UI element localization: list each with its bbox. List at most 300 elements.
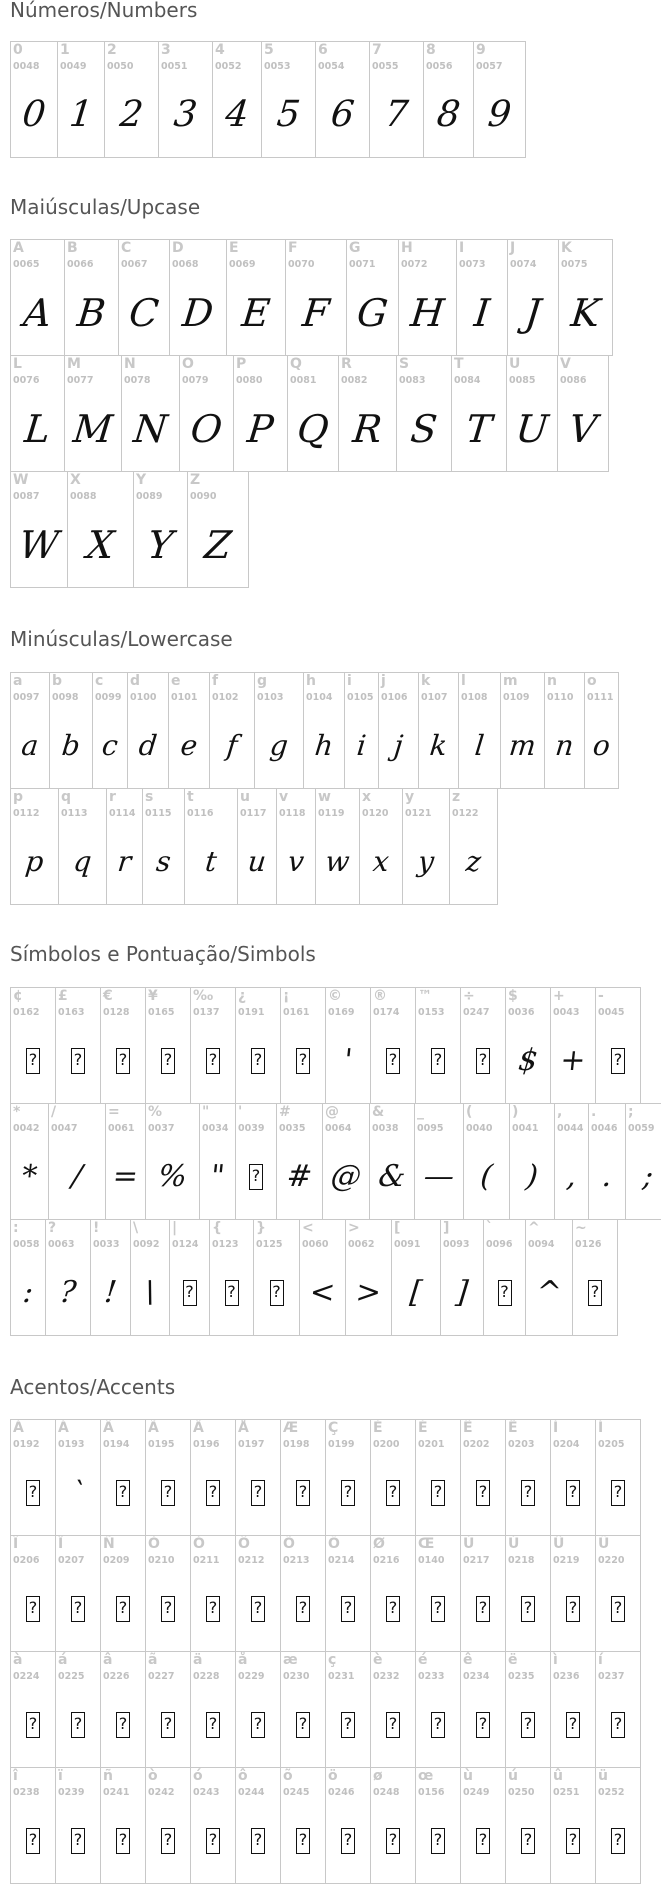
missing-glyph-box: ? bbox=[225, 1280, 239, 1306]
character-code: 0232 bbox=[373, 1671, 400, 1682]
glyph-sample: H bbox=[408, 290, 447, 335]
glyph-sample bbox=[56, 1802, 100, 1879]
character-label: d bbox=[130, 673, 141, 689]
character-cell bbox=[10, 1103, 49, 1220]
glyph-sample bbox=[416, 1454, 460, 1531]
character-cell bbox=[572, 1219, 618, 1336]
character-label: { bbox=[212, 1220, 222, 1236]
character-cell bbox=[280, 1535, 326, 1652]
glyph-sample bbox=[191, 1802, 235, 1879]
character-cell bbox=[55, 1651, 101, 1768]
glyph-sample: 9 bbox=[485, 94, 514, 135]
character-cell bbox=[483, 1219, 526, 1336]
character-label: X bbox=[70, 472, 81, 488]
missing-glyph-box: ? bbox=[206, 1048, 220, 1074]
character-cell bbox=[370, 1419, 416, 1536]
glyph-sample bbox=[56, 1022, 100, 1099]
character-label: * bbox=[13, 1104, 21, 1120]
character-grid bbox=[10, 239, 612, 587]
glyph-sample bbox=[11, 1802, 55, 1879]
character-code: 0198 bbox=[283, 1439, 310, 1450]
glyph-sample bbox=[146, 1686, 190, 1763]
glyph-sample: Z bbox=[202, 522, 234, 567]
glyph-sample: n bbox=[553, 729, 576, 762]
missing-glyph-box: ? bbox=[476, 1828, 490, 1854]
character-label: 9 bbox=[476, 42, 486, 58]
character-label: 6 bbox=[318, 42, 328, 58]
character-label: ] bbox=[443, 1220, 450, 1236]
character-cell bbox=[423, 41, 474, 158]
character-row bbox=[10, 41, 525, 157]
character-label: 7 bbox=[372, 42, 382, 58]
missing-glyph-box: ? bbox=[521, 1828, 535, 1854]
character-label: % bbox=[148, 1104, 163, 1120]
missing-glyph-box: ? bbox=[476, 1596, 490, 1622]
character-label: å bbox=[238, 1652, 248, 1668]
character-code: 0207 bbox=[58, 1555, 85, 1566]
character-label: Ø bbox=[373, 1536, 385, 1552]
character-label: n bbox=[547, 673, 557, 689]
glyph-sample bbox=[191, 1686, 235, 1763]
missing-glyph-box: ? bbox=[161, 1712, 175, 1738]
character-code: 0194 bbox=[103, 1439, 130, 1450]
character-code: 0226 bbox=[103, 1671, 130, 1682]
glyph-sample: . bbox=[600, 1159, 614, 1194]
character-row bbox=[10, 1651, 640, 1767]
glyph-sample bbox=[371, 1454, 415, 1531]
character-label: Ü bbox=[598, 1536, 610, 1552]
character-cell bbox=[280, 987, 326, 1104]
character-cell bbox=[280, 1651, 326, 1768]
glyph-sample: i bbox=[355, 729, 368, 762]
character-code: 0111 bbox=[587, 692, 614, 703]
character-label: - bbox=[598, 988, 604, 1004]
glyph-sample: ) bbox=[524, 1159, 540, 1194]
missing-glyph-box: ? bbox=[386, 1048, 400, 1074]
character-label: ( bbox=[466, 1104, 473, 1120]
character-cell bbox=[10, 471, 68, 588]
missing-glyph-box: ? bbox=[161, 1596, 175, 1622]
character-code: 0242 bbox=[148, 1787, 175, 1798]
glyph-sample bbox=[484, 1254, 525, 1331]
glyph-sample: + bbox=[558, 1043, 588, 1078]
character-code: 0099 bbox=[95, 692, 122, 703]
character-label: Ë bbox=[508, 1420, 518, 1436]
character-cell bbox=[449, 788, 498, 905]
missing-glyph-box: ? bbox=[26, 1712, 40, 1738]
character-code: 0233 bbox=[418, 1671, 445, 1682]
character-row bbox=[10, 672, 618, 788]
character-code: 0199 bbox=[328, 1439, 355, 1450]
glyph-sample bbox=[281, 1022, 325, 1099]
character-cell bbox=[100, 987, 146, 1104]
glyph-sample bbox=[146, 1802, 190, 1879]
character-cell bbox=[235, 1535, 281, 1652]
character-label: > bbox=[348, 1220, 360, 1236]
character-code: 0074 bbox=[510, 259, 537, 270]
character-code: 0096 bbox=[486, 1239, 513, 1250]
missing-glyph-box: ? bbox=[251, 1480, 265, 1506]
character-cell bbox=[190, 987, 236, 1104]
character-label: _ bbox=[417, 1104, 424, 1120]
character-label: 2 bbox=[107, 42, 117, 58]
character-label: ú bbox=[508, 1768, 518, 1784]
missing-glyph-box: ? bbox=[71, 1828, 85, 1854]
glyph-sample bbox=[236, 1802, 280, 1879]
character-code: 0162 bbox=[13, 1007, 40, 1018]
missing-glyph-box: ? bbox=[611, 1048, 625, 1074]
character-cell bbox=[398, 239, 457, 356]
glyph-sample: 7 bbox=[382, 94, 411, 135]
character-code: 0053 bbox=[264, 61, 291, 72]
glyph-sample: ` bbox=[69, 1476, 87, 1509]
glyph-sample: a bbox=[19, 729, 41, 762]
character-cell bbox=[49, 672, 93, 789]
character-row bbox=[10, 1103, 661, 1219]
character-code: 0056 bbox=[426, 61, 453, 72]
character-cell bbox=[235, 1103, 277, 1220]
character-cell bbox=[261, 41, 316, 158]
character-code: 0038 bbox=[372, 1123, 399, 1134]
missing-glyph-box: ? bbox=[251, 1712, 265, 1738]
character-label: é bbox=[418, 1652, 428, 1668]
character-cell bbox=[473, 41, 526, 158]
character-cell bbox=[595, 1651, 641, 1768]
character-code: 0084 bbox=[454, 375, 481, 386]
character-cell bbox=[57, 41, 105, 158]
character-cell bbox=[550, 1535, 596, 1652]
character-code: 0174 bbox=[373, 1007, 400, 1018]
glyph-sample bbox=[416, 1802, 460, 1879]
character-cell bbox=[584, 672, 619, 789]
character-label: k bbox=[421, 673, 431, 689]
character-code: 0205 bbox=[598, 1439, 625, 1450]
glyph-sample bbox=[326, 1686, 370, 1763]
character-code: 0048 bbox=[13, 61, 40, 72]
character-label: € bbox=[103, 988, 113, 1004]
character-label: P bbox=[236, 356, 247, 372]
glyph-sample: ? bbox=[58, 1275, 78, 1310]
character-cell bbox=[55, 1419, 101, 1536]
character-cell bbox=[359, 788, 403, 905]
character-code: 0054 bbox=[318, 61, 345, 72]
missing-glyph-box: ? bbox=[296, 1596, 310, 1622]
character-label: À bbox=[13, 1420, 24, 1436]
glyph-sample bbox=[101, 1454, 145, 1531]
character-label: ? bbox=[48, 1220, 57, 1236]
character-label: û bbox=[553, 1768, 563, 1784]
missing-glyph-box: ? bbox=[386, 1596, 400, 1622]
glyph-sample: s bbox=[154, 845, 173, 878]
character-label: Ó bbox=[193, 1536, 205, 1552]
glyph-sample bbox=[506, 1454, 550, 1531]
glyph-sample bbox=[551, 1686, 595, 1763]
character-cell bbox=[48, 1103, 106, 1220]
character-code: 0203 bbox=[508, 1439, 535, 1450]
character-cell bbox=[460, 1651, 506, 1768]
glyph-sample bbox=[146, 1022, 190, 1099]
character-label: £ bbox=[58, 988, 68, 1004]
missing-glyph-box: ? bbox=[611, 1480, 625, 1506]
character-cell bbox=[558, 239, 613, 356]
glyph-sample: R bbox=[350, 406, 385, 451]
character-code: 0206 bbox=[13, 1555, 40, 1566]
character-code: 0062 bbox=[348, 1239, 375, 1250]
glyph-sample bbox=[551, 1570, 595, 1647]
character-cell bbox=[588, 1103, 626, 1220]
character-cell bbox=[10, 672, 50, 789]
character-code: 0107 bbox=[421, 692, 448, 703]
character-code: 0071 bbox=[349, 259, 376, 270]
character-cell bbox=[415, 987, 461, 1104]
character-code: 0249 bbox=[463, 1787, 490, 1798]
character-row bbox=[10, 1419, 640, 1535]
character-cell bbox=[179, 355, 234, 472]
character-code: 0122 bbox=[452, 808, 479, 819]
glyph-sample: / bbox=[70, 1159, 84, 1194]
character-cell bbox=[10, 41, 58, 158]
character-code: 0078 bbox=[124, 375, 151, 386]
glyph-sample: j bbox=[392, 729, 405, 762]
section-title: Números/Numbers bbox=[10, 0, 198, 22]
character-cell bbox=[276, 1103, 323, 1220]
glyph-sample bbox=[596, 1802, 640, 1879]
character-label: $ bbox=[508, 988, 518, 1004]
character-code: 0163 bbox=[58, 1007, 85, 1018]
character-cell bbox=[550, 1767, 596, 1884]
character-cell bbox=[285, 239, 347, 356]
character-label: Ñ bbox=[103, 1536, 115, 1552]
glyph-sample: : bbox=[21, 1275, 35, 1310]
glyph-sample: 8 bbox=[434, 94, 463, 135]
character-label: Ï bbox=[58, 1536, 64, 1552]
glyph-sample: V bbox=[566, 406, 600, 451]
character-cell bbox=[212, 41, 262, 158]
character-label: L bbox=[13, 356, 22, 372]
character-code: 0059 bbox=[628, 1123, 655, 1134]
character-label: M bbox=[67, 356, 81, 372]
character-code: 0121 bbox=[405, 808, 432, 819]
character-cell bbox=[100, 1419, 146, 1536]
missing-glyph-box: ? bbox=[431, 1828, 445, 1854]
glyph-sample: M bbox=[71, 406, 115, 451]
glyph-sample bbox=[281, 1570, 325, 1647]
character-cell bbox=[10, 355, 65, 472]
character-cell bbox=[550, 987, 596, 1104]
glyph-sample: h bbox=[313, 729, 335, 762]
character-cell bbox=[45, 1219, 91, 1336]
character-label: K bbox=[561, 240, 572, 256]
missing-glyph-box: ? bbox=[26, 1048, 40, 1074]
character-cell bbox=[346, 239, 399, 356]
character-code: 0086 bbox=[560, 375, 587, 386]
character-cell bbox=[451, 355, 507, 472]
glyph-sample bbox=[416, 1686, 460, 1763]
character-label: # bbox=[279, 1104, 291, 1120]
missing-glyph-box: ? bbox=[26, 1596, 40, 1622]
character-code: 0227 bbox=[148, 1671, 175, 1682]
character-label: J bbox=[510, 240, 516, 256]
character-cell bbox=[506, 355, 558, 472]
character-label: = bbox=[108, 1104, 120, 1120]
character-label: U bbox=[509, 356, 521, 372]
character-code: 0156 bbox=[418, 1787, 445, 1798]
glyph-sample bbox=[371, 1686, 415, 1763]
character-label: Ù bbox=[463, 1536, 475, 1552]
missing-glyph-box: ? bbox=[206, 1828, 220, 1854]
character-code: 0161 bbox=[283, 1007, 310, 1018]
character-label: õ bbox=[283, 1768, 293, 1784]
missing-glyph-box: ? bbox=[386, 1480, 400, 1506]
glyph-sample bbox=[551, 1454, 595, 1531]
character-code: 0214 bbox=[328, 1555, 355, 1566]
character-label: f bbox=[212, 673, 219, 689]
character-code: 0169 bbox=[328, 1007, 355, 1018]
character-label: ö bbox=[328, 1768, 338, 1784]
missing-glyph-box: ? bbox=[296, 1828, 310, 1854]
character-label: ü bbox=[598, 1768, 608, 1784]
character-cell bbox=[100, 1767, 146, 1884]
character-label: Ò bbox=[148, 1536, 160, 1552]
glyph-sample: Y bbox=[145, 522, 176, 567]
character-code: 0114 bbox=[109, 808, 136, 819]
character-cell bbox=[55, 1767, 101, 1884]
character-code: 0117 bbox=[240, 808, 267, 819]
character-code: 0093 bbox=[443, 1239, 470, 1250]
character-label: ø bbox=[373, 1768, 383, 1784]
glyph-sample bbox=[236, 1138, 276, 1215]
character-code: 0036 bbox=[508, 1007, 535, 1018]
character-cell bbox=[370, 1535, 416, 1652]
glyph-sample bbox=[596, 1022, 640, 1099]
glyph-sample bbox=[551, 1802, 595, 1879]
glyph-sample: p bbox=[23, 845, 46, 878]
character-cell bbox=[625, 1103, 661, 1220]
glyph-sample: C bbox=[127, 290, 161, 335]
character-cell bbox=[133, 471, 188, 588]
character-label: 1 bbox=[60, 42, 70, 58]
missing-glyph-box: ? bbox=[611, 1712, 625, 1738]
section-title: Acentos/Accents bbox=[10, 1375, 176, 1399]
character-label: è bbox=[373, 1652, 383, 1668]
character-cell bbox=[64, 239, 119, 356]
character-code: 0087 bbox=[13, 491, 40, 502]
character-label: A bbox=[13, 240, 24, 256]
character-cell bbox=[303, 672, 345, 789]
character-label: í bbox=[598, 1652, 603, 1668]
character-code: 0101 bbox=[171, 692, 198, 703]
character-label: Ê bbox=[463, 1420, 473, 1436]
character-code: 0250 bbox=[508, 1787, 535, 1798]
character-cell bbox=[391, 1219, 441, 1336]
character-code: 0082 bbox=[341, 375, 368, 386]
character-label: ‰ bbox=[193, 988, 214, 1004]
character-code: 0239 bbox=[58, 1787, 85, 1798]
character-cell bbox=[415, 1651, 461, 1768]
character-label: p bbox=[13, 789, 24, 805]
character-label: ; bbox=[628, 1104, 634, 1120]
character-code: 0219 bbox=[553, 1555, 580, 1566]
character-code: 0103 bbox=[257, 692, 284, 703]
character-code: 0072 bbox=[401, 259, 428, 270]
character-cell bbox=[118, 239, 170, 356]
missing-glyph-box: ? bbox=[71, 1712, 85, 1738]
glyph-sample bbox=[191, 1022, 235, 1099]
character-row bbox=[10, 987, 661, 1103]
character-label: F bbox=[288, 240, 298, 256]
character-code: 0060 bbox=[302, 1239, 329, 1250]
character-code: 0224 bbox=[13, 1671, 40, 1682]
character-code: 0044 bbox=[557, 1123, 584, 1134]
character-label: c bbox=[95, 673, 104, 689]
character-cell bbox=[168, 672, 210, 789]
character-cell bbox=[105, 1103, 146, 1220]
character-code: 0124 bbox=[172, 1239, 199, 1250]
glyph-sample bbox=[210, 1254, 253, 1331]
character-grid bbox=[10, 987, 661, 1335]
character-cell bbox=[370, 987, 416, 1104]
character-cell bbox=[378, 672, 419, 789]
glyph-sample: G bbox=[355, 290, 390, 335]
character-label: á bbox=[58, 1652, 68, 1668]
character-code: 0040 bbox=[466, 1123, 493, 1134]
character-grid bbox=[10, 672, 618, 904]
character-cell bbox=[402, 788, 450, 905]
glyph-sample: c bbox=[100, 729, 120, 762]
character-label: O bbox=[182, 356, 194, 372]
character-cell bbox=[145, 987, 191, 1104]
character-code: 0069 bbox=[229, 259, 256, 270]
glyph-sample: X bbox=[84, 522, 117, 567]
character-cell bbox=[145, 1419, 191, 1536]
character-code: 0106 bbox=[381, 692, 408, 703]
character-code: 0092 bbox=[133, 1239, 160, 1250]
character-code: 0108 bbox=[461, 692, 488, 703]
glyph-sample bbox=[506, 1570, 550, 1647]
glyph-sample: 5 bbox=[274, 94, 303, 135]
character-label: Î bbox=[13, 1536, 19, 1552]
missing-glyph-box: ? bbox=[476, 1712, 490, 1738]
character-cell bbox=[10, 987, 56, 1104]
missing-glyph-box: ? bbox=[476, 1048, 490, 1074]
character-code: 0104 bbox=[306, 692, 333, 703]
character-code: 0120 bbox=[362, 808, 389, 819]
glyph-sample: l bbox=[473, 729, 486, 762]
character-label: r bbox=[109, 789, 116, 805]
missing-glyph-box: ? bbox=[588, 1280, 602, 1306]
glyph-sample bbox=[101, 1802, 145, 1879]
character-cell bbox=[235, 1651, 281, 1768]
character-label: ï bbox=[58, 1768, 63, 1784]
character-code: 0039 bbox=[238, 1123, 265, 1134]
character-label: b bbox=[52, 673, 63, 689]
character-cell bbox=[505, 1535, 551, 1652]
glyph-sample: L bbox=[22, 406, 53, 451]
character-code: 0110 bbox=[547, 692, 574, 703]
character-cell bbox=[505, 987, 551, 1104]
character-label: B bbox=[67, 240, 78, 256]
glyph-sample: K bbox=[568, 290, 602, 335]
character-cell bbox=[505, 1419, 551, 1536]
character-code: 0192 bbox=[13, 1439, 40, 1450]
character-label: : bbox=[13, 1220, 19, 1236]
character-label: v bbox=[279, 789, 289, 805]
character-code: 0128 bbox=[103, 1007, 130, 1018]
character-label: | bbox=[172, 1220, 178, 1236]
character-label: Û bbox=[553, 1536, 565, 1552]
character-label: W bbox=[13, 472, 29, 488]
character-code: 0115 bbox=[145, 808, 172, 819]
